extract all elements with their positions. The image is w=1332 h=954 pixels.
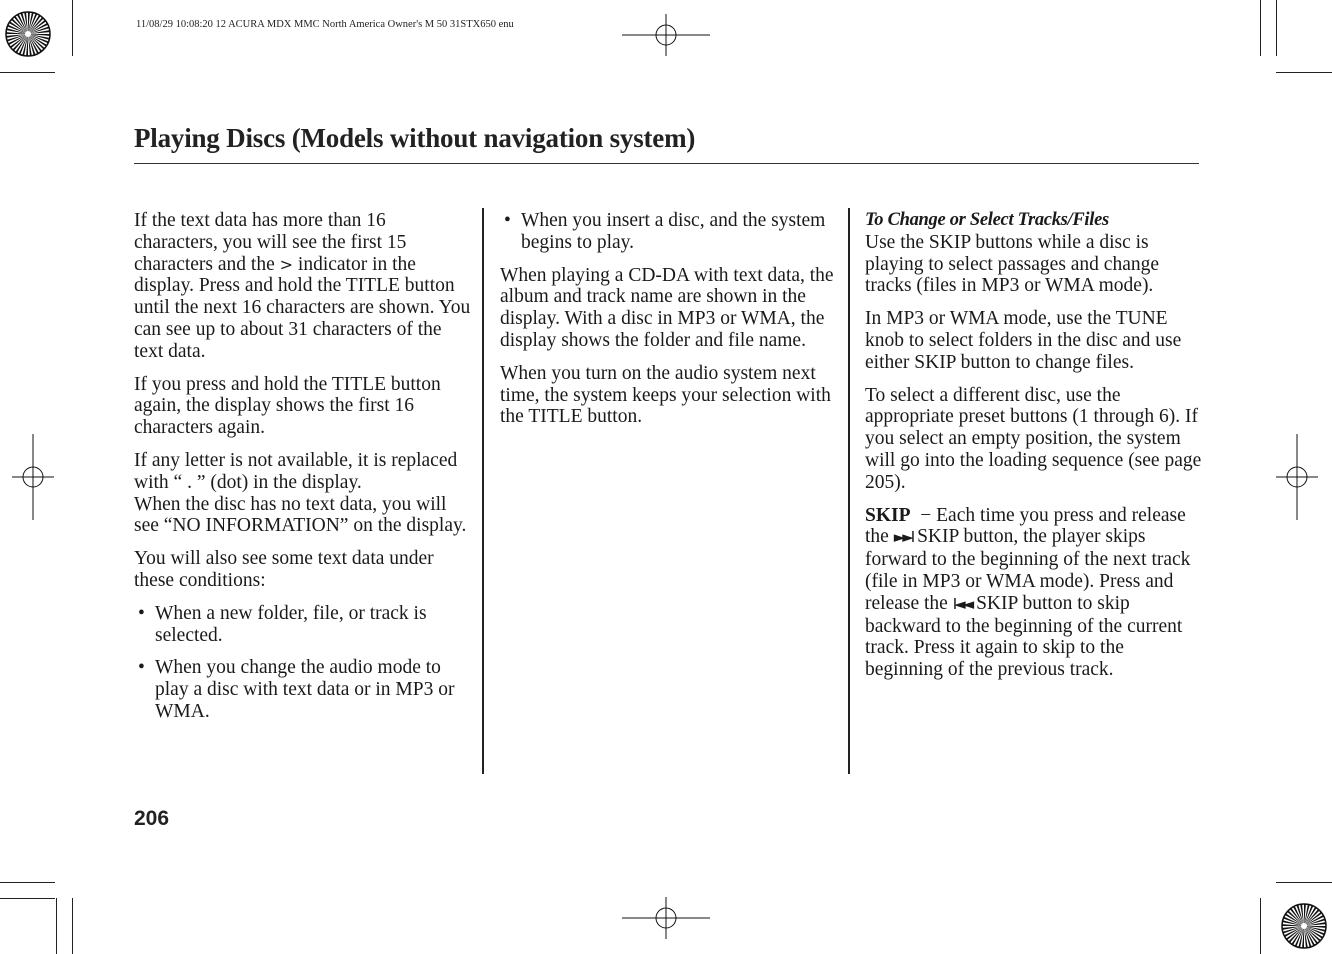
column-1: [134, 210, 474, 734]
col2-paragraph-2: When you turn on the audio system next time, the system keeps your selection with the TITLE button.: [500, 362, 831, 428]
col1-paragraph-3: If any letter is not available, it is replaced with “ . ” (dot) in the display.: [134, 449, 458, 493]
indicator-icon: >: [279, 254, 294, 274]
crosshair-icon-right: [1276, 434, 1318, 520]
list-item: • When you change the audio mode to play a disc with text data or in MP3 or WMA.: [138, 657, 455, 722]
page-number: 206: [134, 807, 170, 830]
col1-paragraph-4: When the disc has no text data, you will see “NO INFORMATION” on the display.: [134, 493, 467, 537]
crosshair-icon-bottom: [622, 897, 710, 939]
sunburst-registration-icon-bottom-right: [1276, 898, 1332, 954]
col1-bullet-list: [134, 603, 474, 723]
crosshair-icon-left: [12, 434, 54, 520]
bullet-icon: •: [504, 210, 511, 231]
title-rule: [134, 163, 1199, 164]
col3-paragraph-1: Use the SKIP buttons while a disc is playing to select passages and change tracks (files in MP3 or WMA mode).: [865, 231, 1160, 297]
bullet-icon: •: [138, 657, 145, 679]
bullet-icon: •: [138, 602, 145, 624]
col1-paragraph-1: If the text data has more than 16 characters, you will see the first 15 characters and the > indicator in the display. Press and hold the TITLE button until the next 16 characters are shown. You can see up to about 31 characters of the text data.: [134, 210, 471, 362]
skip-term: SKIP: [865, 504, 911, 526]
column-2: [500, 210, 835, 439]
col3-paragraph-3: To select a different disc, use the appropriate preset buttons (1 through 6). If you select an empty position, the system will go into the loading sequence (see page 205).: [865, 384, 1202, 493]
column-divider-2: [848, 208, 850, 774]
list-item: • When a new folder, file, or track is selected.: [138, 602, 427, 646]
section-subheading: To Change or Select Tracks/Files: [865, 210, 1109, 230]
col3-skip-paragraph: SKIP − Each time you press and release the ►►I SKIP button, the player skips forward to the beginning of the next track (file in MP3 or WMA mode). Press and release the I◄◄ SKIP button to skip backward to the beginning of the current track. Press it again to skip to the beginning of the previous track.: [865, 504, 1191, 681]
column-3: [865, 210, 1205, 692]
page-title: Playing Discs (Models without navigation system): [134, 123, 696, 153]
print-meta-line: 11/08/29 10:08:20 12 ACURA MDX MMC North America Owner's M 50 31STX650 enu: [136, 19, 514, 30]
col3-paragraph-2: In MP3 or WMA mode, use the TUNE knob to select folders in the disc and use either SKIP button to change files.: [865, 308, 1182, 373]
skip-forward-icon: ►►I: [893, 528, 913, 547]
col2-bullet-list: [500, 210, 835, 254]
skip-back-icon: I◄◄: [952, 594, 972, 613]
column-divider-1: [482, 208, 484, 774]
col1-paragraph-5: You will also see some text data under these conditions:: [134, 548, 434, 591]
sunburst-registration-icon-top-left: [0, 6, 56, 62]
crosshair-icon-top: [622, 14, 710, 56]
col2-paragraph-1: When playing a CD-DA with text data, the album and track name are shown in the display. With a disc in MP3 or WMA, the display shows the folder and file name.: [500, 264, 834, 351]
list-item: • When you insert a disc, and the system begins to play.: [504, 210, 826, 253]
col1-paragraph-2: If you press and hold the TITLE button again, the display shows the first 16 characters again.: [134, 373, 441, 439]
